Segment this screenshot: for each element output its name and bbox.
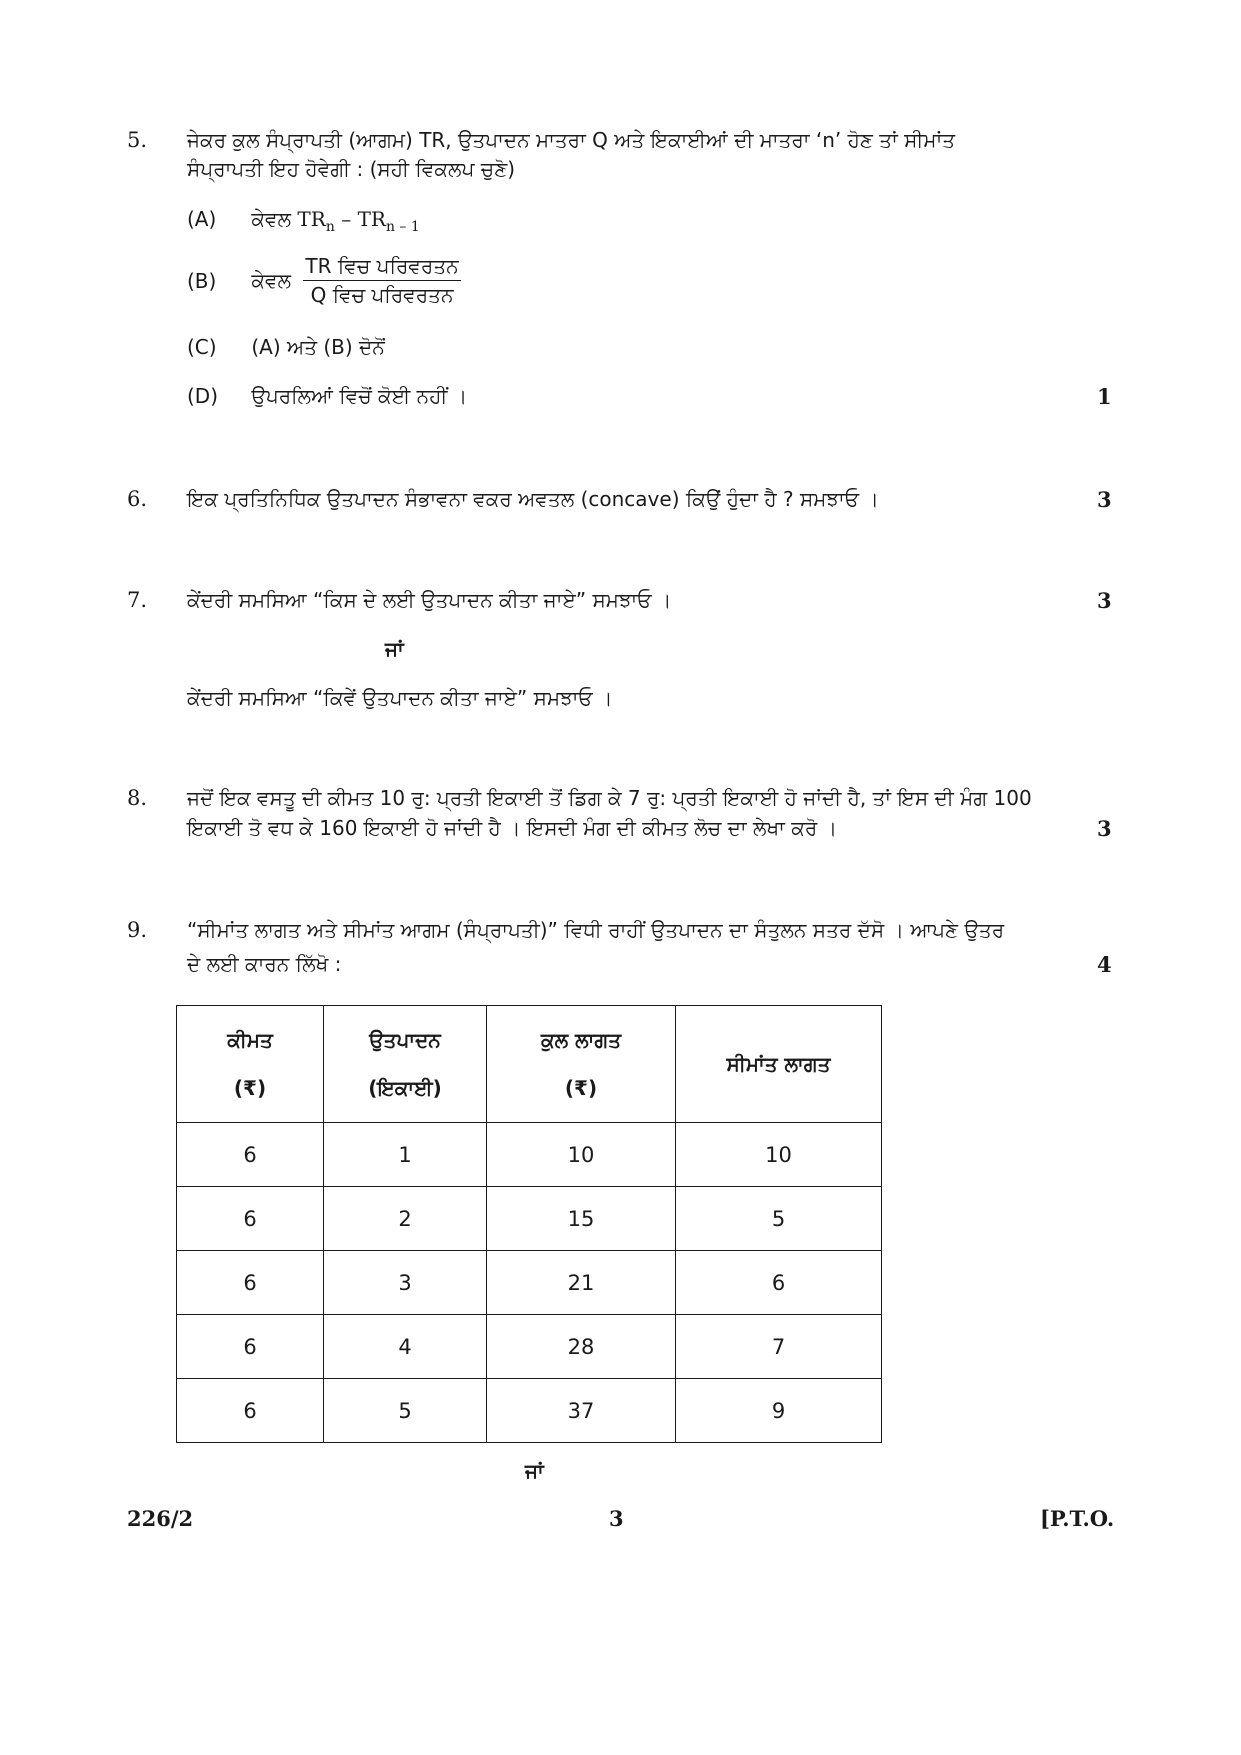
q5-text-line2: ਸੰਪ੍ਰਾਪਤੀ ਇਹ ਹੋਵੇਗੀ : (ਸਹੀ ਵਿਕਲਪ ਚੁਣੋ) xyxy=(187,157,516,181)
q5-option-d xyxy=(187,384,467,408)
option-d-label: (D) xyxy=(187,384,219,408)
cell-price: 6 xyxy=(177,1123,324,1187)
option-b-prefix: ਕੇਵਲ xyxy=(251,268,292,293)
q9-number: 9. xyxy=(127,918,148,942)
cell-marginal-cost: 10 xyxy=(676,1123,882,1187)
cell-marginal-cost: 5 xyxy=(676,1187,882,1251)
q5-option-a xyxy=(187,207,420,235)
cost-table xyxy=(176,1005,882,1443)
q8-text-line1: ਜਦੋਂ ਇਕ ਵਸਤੂ ਦੀ ਕੀਮਤ 10 ਰੁ: ਪ੍ਰਤੀ ਇਕਾਈ ਤੋਂ ਡਿਗ ਕੇ 7 ਰੁ: ਪ੍ਰਤੀ ਇਕਾਈ ਹੋ ਜਾਂਦੀ ਹੈ, ਤਾਂ ਇਸ ਦੀ ਮੰਗ 100 xyxy=(187,786,1032,810)
q5-text-line1: ਜੇਕਰ ਕੁਲ ਸੰਪ੍ਰਾਪਤੀ (ਆਗਮ) TR, ਉਤਪਾਦਨ ਮਾਤਰਾ Q ਅਤੇ ਇਕਾਈਆਂ ਦੀ ਮਾਤਰਾ ‘n’ ਹੋਣ ਤਾਂ ਸੀਮਾਂਤ xyxy=(187,128,956,152)
cell-output: 4 xyxy=(324,1315,487,1379)
q7-alternative: ਕੇਂਦਰੀ ਸਮਸਿਆ “ਕਿਵੇਂ ਉਤਪਾਦਨ ਕੀਤਾ ਜਾਏ” ਸਮਝਾਓ । xyxy=(187,686,613,710)
q9-or: ਜਾਂ xyxy=(525,1459,544,1483)
table-row xyxy=(177,1123,882,1187)
option-d-text: ਉਪਰਲਿਆਂ ਵਿਚੋਂ ਕੋਈ ਨਹੀਂ । xyxy=(251,384,468,408)
q8-marks: 3 xyxy=(1097,816,1112,841)
q6-number: 6. xyxy=(127,487,148,511)
q7-number: 7. xyxy=(127,588,148,612)
q5-option-b xyxy=(187,254,461,307)
option-b-label: (B) xyxy=(187,268,217,293)
option-a-label: (A) xyxy=(187,207,217,231)
cell-total-cost: 37 xyxy=(487,1379,676,1443)
cell-total-cost: 28 xyxy=(487,1315,676,1379)
cell-output: 2 xyxy=(324,1187,487,1251)
cell-total-cost: 21 xyxy=(487,1251,676,1315)
page-number: 3 xyxy=(609,1506,624,1531)
q8-text-line2: ਇਕਾਈ ਤੋ ਵਧ ਕੇ 160 ਇਕਾਈ ਹੋ ਜਾਂਦੀ ਹੈ । ਇਸਦੀ ਮੰਗ ਦੀ ਕੀਮਤ ਲੋਚ ਦਾ ਲੇਖਾ ਕਰੋ । xyxy=(187,816,838,840)
option-c-label: (C) xyxy=(187,335,217,359)
q5-marks: 1 xyxy=(1097,384,1112,409)
cell-marginal-cost: 9 xyxy=(676,1379,882,1443)
table-row xyxy=(177,1379,882,1443)
header-output: ਉਤਪਾਦਨ (ਇਕਾਈ) xyxy=(324,1006,487,1123)
option-c-text: (A) ਅਤੇ (B) ਦੋਨੋਂ xyxy=(251,335,385,359)
q9-text-line1: “ਸੀਮਾਂਤ ਲਾਗਤ ਅਤੇ ਸੀਮਾਂਤ ਆਗਮ (ਸੰਪ੍ਰਾਪਤੀ)” ਵਿਧੀ ਰਾਹੀਂ ਉਤਪਾਦਨ ਦਾ ਸੰਤੁਲਨ ਸਤਰ ਦੱਸੋ । ਆਪਣੇ ਉਤਰ xyxy=(187,918,1005,942)
cell-output: 1 xyxy=(324,1123,487,1187)
cell-price: 6 xyxy=(177,1251,324,1315)
table-row xyxy=(177,1315,882,1379)
paper-code: 226/2 xyxy=(127,1506,194,1531)
cell-output: 3 xyxy=(324,1251,487,1315)
table-row xyxy=(177,1251,882,1315)
cell-price: 6 xyxy=(177,1315,324,1379)
pto-note: [P.T.O. xyxy=(1040,1506,1115,1531)
q7-marks: 3 xyxy=(1097,588,1112,613)
q8-number: 8. xyxy=(127,786,148,810)
option-a-prefix: ਕੇਵਲ xyxy=(251,207,292,231)
cell-marginal-cost: 6 xyxy=(676,1251,882,1315)
cell-price: 6 xyxy=(177,1187,324,1251)
fraction-denominator: Q ਵਿਚ ਪਰਿਵਰਤਨ xyxy=(310,283,454,307)
header-total-cost: ਕੁਲ ਲਾਗਤ (₹) xyxy=(487,1006,676,1123)
cell-marginal-cost: 7 xyxy=(676,1315,882,1379)
option-a-formula: $TR_n - TR_{n - 1}$ xyxy=(297,207,420,235)
cell-total-cost: 15 xyxy=(487,1187,676,1251)
cell-output: 5 xyxy=(324,1379,487,1443)
fraction-numerator: TR ਵਿਚ ਪਰਿਵਰਤਨ xyxy=(303,254,460,281)
q5-number: 5. xyxy=(127,128,148,152)
q9-marks: 4 xyxy=(1097,952,1112,977)
table-header-row xyxy=(177,1006,882,1123)
cell-price: 6 xyxy=(177,1379,324,1443)
q7-text: ਕੇਂਦਰੀ ਸਮਸਿਆ “ਕਿਸ ਦੇ ਲਈ ਉਤਪਾਦਨ ਕੀਤਾ ਜਾਏ” ਸਮਝਾਓ । xyxy=(187,588,672,612)
cell-total-cost: 10 xyxy=(487,1123,676,1187)
table-row xyxy=(177,1187,882,1251)
q6-marks: 3 xyxy=(1097,487,1112,512)
header-price: ਕੀਮਤ (₹) xyxy=(177,1006,324,1123)
q7-or: ਜਾਂ xyxy=(385,637,404,661)
q5-option-c xyxy=(187,335,385,359)
header-marginal-cost: ਸੀਮਾਂਤ ਲਾਗਤ xyxy=(676,1006,882,1123)
option-b-fraction xyxy=(303,254,460,307)
q6-text: ਇਕ ਪ੍ਰਤਿਨਿਧਿਕ ਉਤਪਾਦਨ ਸੰਭਾਵਨਾ ਵਕਰ ਅਵਤਲ (concave) ਕਿਉਂ ਹੁੰਦਾ ਹੈ ? ਸਮਝਾਓ । xyxy=(187,487,879,511)
q9-text-line2: ਦੇ ਲਈ ਕਾਰਨ ਲਿੱਖੋ : xyxy=(187,952,342,976)
